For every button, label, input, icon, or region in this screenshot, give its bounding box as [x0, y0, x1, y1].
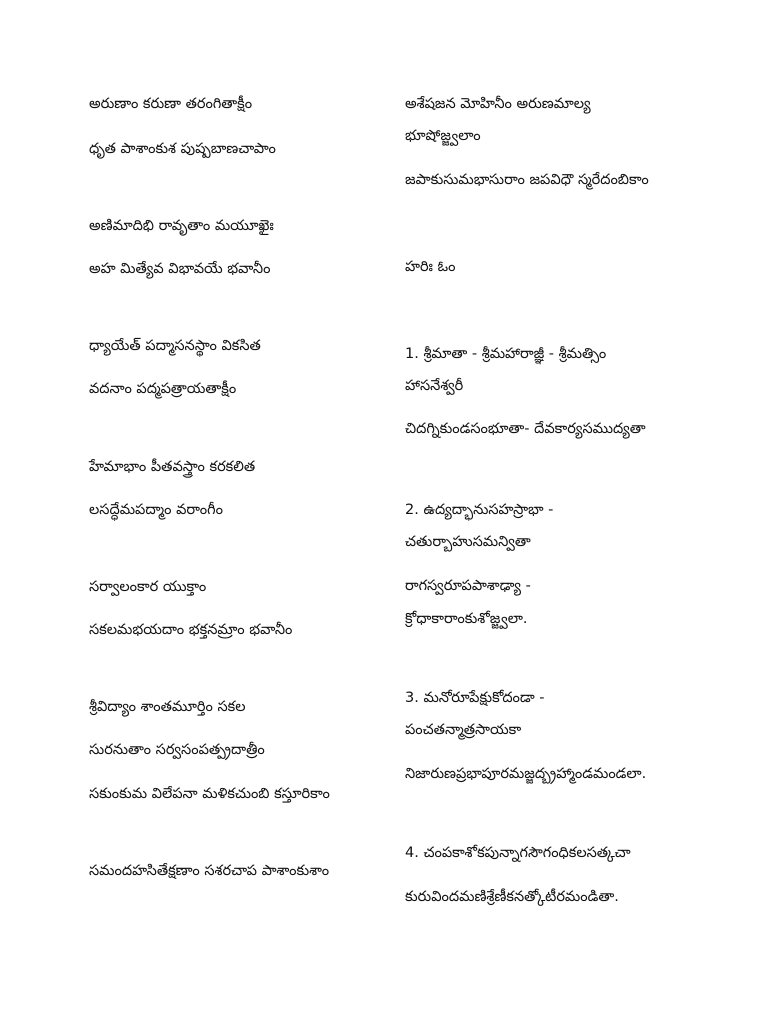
verse-line: సకుంకుమ విలేపనా మళికచుంబి కస్తూరికాం: [89, 786, 330, 802]
nama-line: రాగస్వరూపపాశాఢ్యా -: [405, 578, 531, 594]
verse-line: లసద్ధేమపద్మాం వరాంగీం: [89, 502, 223, 518]
nama-line: హాసనేశ్వరీ: [405, 378, 464, 394]
verse-line: వదనాం పద్మపత్రాయతాక్షీం: [89, 381, 237, 397]
verse-line: అరుణాం కరుణా తరంగితాక్షీం: [89, 96, 253, 112]
nama-line: 2. ఉద్యద్భానుసహస్రాభా -: [405, 502, 554, 518]
verse-line: భూషోజ్జ్వలాం: [405, 128, 481, 144]
nama-line: 3. మనోరూపేక్షుకోదండా -: [405, 690, 545, 706]
nama-line: క్రోధాకారాంకుశోజ్జ్వలా.: [405, 611, 528, 627]
nama-line: 1. శ్రీమాతా - శ్రీమహారాజ్ఞీ - శ్రీమత్సిం: [405, 346, 607, 362]
verse-line: ధృత పాశాంకుశ పుష్పబాణచాపాం: [89, 141, 276, 157]
verse-line: సురనుతాం సర్వసంపత్ప్రదాత్రీం: [89, 742, 265, 758]
nama-line: నిజారుణప్రభాపూరమజ్జద్బ్రహ్మాండమండలా.: [405, 766, 647, 782]
nama-line: 4. చంపకాశోకపున్నాగసౌగంధికలసత్కచా: [405, 845, 631, 861]
verse-line: అణిమాదిభి రావృతాం మయూఖైః: [89, 218, 274, 234]
verse-line: హేమాభాం పీతవస్త్రాం కరకలిత: [89, 459, 256, 475]
verse-line: శ్రీవిద్యాం శాంతమూర్తిం సకల: [89, 699, 246, 715]
verse-line: సర్వాలంకార యుక్తాం: [89, 579, 207, 595]
nama-line: కురువిందమణిశ్రేణీకనత్కోటీరమండితా.: [405, 889, 619, 905]
nama-line: పంచతన్మాత్రసాయకా: [405, 722, 522, 738]
verse-line: అహ మిత్యేవ విభావయే భవానీం: [89, 261, 271, 277]
verse-line: సకలమభయదాం భక్తనమ్రాం భవానీం: [89, 622, 293, 638]
verse-line: ధ్యాయేత్ పద్మాసనస్థాం వికసిత: [89, 338, 261, 354]
verse-line: జపాకుసుమభాసురాం జపవిధౌ స్మరేదంబికాం: [405, 172, 649, 188]
verse-line: అశేషజన మోహినీం అరుణమాల్య: [405, 96, 591, 112]
nama-line: చిదగ్నికుండసంభూతా- దేవకార్యసముద్యతా: [405, 421, 646, 437]
verse-line: సమందహసితేక్షణాం సశరచాప పాశాంకుశాం: [89, 863, 330, 879]
verse-line: హరిః ఓం: [405, 259, 456, 275]
nama-line: చతుర్బాహుసమన్వితా: [405, 534, 531, 550]
